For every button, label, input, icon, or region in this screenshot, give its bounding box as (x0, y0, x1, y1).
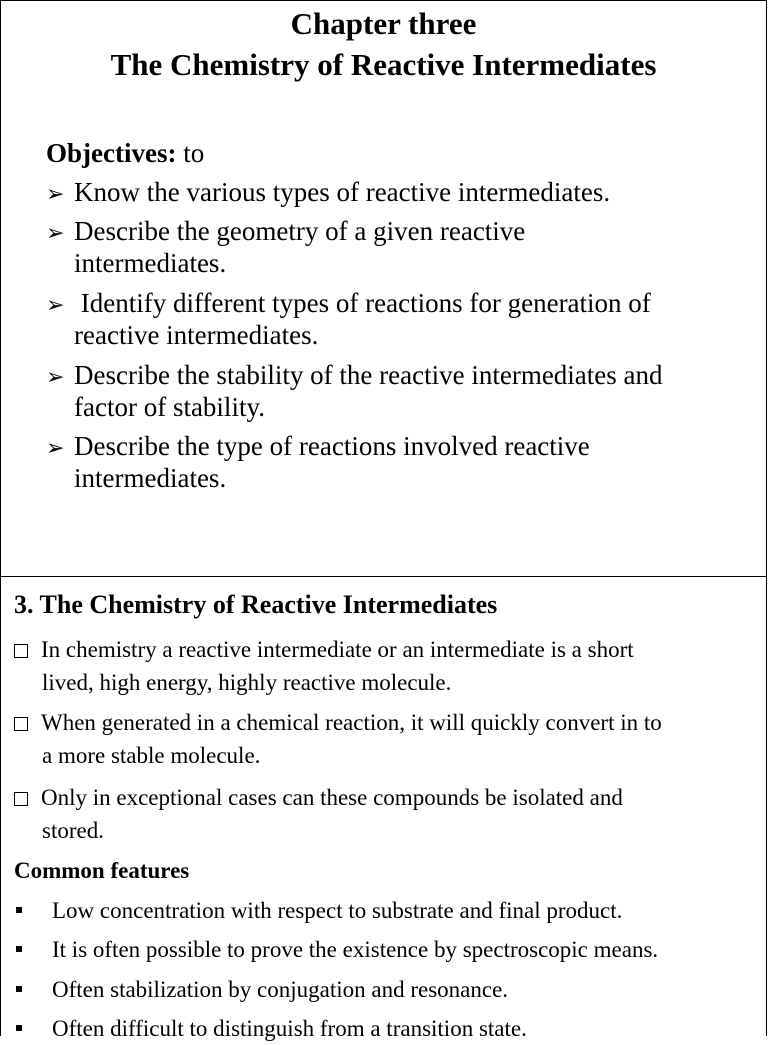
section-title: 3. The Chemistry of Reactive Intermediates (14, 590, 498, 619)
feature-text: It is often possible to prove the existence by spectroscopic means. (52, 937, 659, 962)
objective-text-continued: factor of stability. (74, 392, 265, 422)
objective-text: Know the various types of reactive intermediates. (74, 177, 611, 207)
square-bullet-icon (16, 907, 22, 913)
arrow-bullet-icon: ➢ (46, 182, 65, 207)
feature-item (14, 934, 658, 966)
arrow-bullet-icon: ➢ (46, 221, 65, 246)
bullet-text: Only in exceptional cases can these compounds be isolated and (41, 785, 623, 810)
objective-item (46, 215, 525, 279)
objectives-label: Objectives: (46, 138, 177, 168)
objective-item (46, 359, 663, 423)
checkbox-bullet-item (14, 706, 662, 772)
checkbox-bullet-item (14, 781, 623, 847)
square-bullet-icon (16, 946, 22, 952)
feature-item (14, 1013, 527, 1045)
feature-item (14, 974, 508, 1006)
objective-text: Describe the geometry of a given reactive (74, 216, 526, 246)
checkbox-bullet-item (14, 633, 634, 699)
objective-text: Describe the type of reactions involved reactive (74, 431, 590, 461)
arrow-bullet-icon: ➢ (46, 365, 65, 390)
checkbox-bullet-icon (14, 792, 28, 806)
common-features-heading: Common features (14, 858, 190, 883)
chapter-subtitle: The Chemistry of Reactive Intermediates (110, 47, 657, 82)
feature-text: Low concentration with respect to substrate and final product. (52, 898, 623, 923)
checkbox-bullet-icon (14, 717, 28, 731)
bullet-text-continued: lived, high energy, highly reactive molecule. (42, 670, 452, 695)
objective-item (46, 430, 590, 494)
arrow-bullet-icon: ➢ (46, 436, 65, 461)
arrow-bullet-icon: ➢ (46, 293, 65, 318)
feature-text: Often stabilization by conjugation and resonance. (52, 977, 509, 1002)
objectives-heading (46, 137, 204, 169)
objective-item (46, 176, 610, 208)
bullet-text-continued: a more stable molecule. (42, 743, 261, 768)
objective-text-continued: reactive intermediates. (74, 320, 319, 350)
bullet-text-continued: stored. (42, 818, 104, 843)
objectives-suffix: to (176, 138, 205, 168)
feature-item (14, 895, 622, 927)
objective-text-continued: intermediates. (74, 463, 227, 493)
objective-text: Identify different types of reactions for generation of (74, 288, 651, 318)
bullet-text: When generated in a chemical reaction, it will quickly convert in to (41, 710, 662, 735)
objective-text-continued: intermediates. (74, 248, 227, 278)
objective-item (46, 287, 651, 351)
chapter-title: Chapter three (290, 6, 477, 41)
square-bullet-icon (16, 986, 22, 992)
feature-text: Often difficult to distinguish from a transition state. (52, 1016, 527, 1041)
bullet-text: In chemistry a reactive intermediate or an intermediate is a short (41, 637, 634, 662)
square-bullet-icon (16, 1025, 22, 1031)
objective-text: Describe the stability of the reactive intermediates and (74, 360, 663, 390)
checkbox-bullet-icon (14, 644, 28, 658)
